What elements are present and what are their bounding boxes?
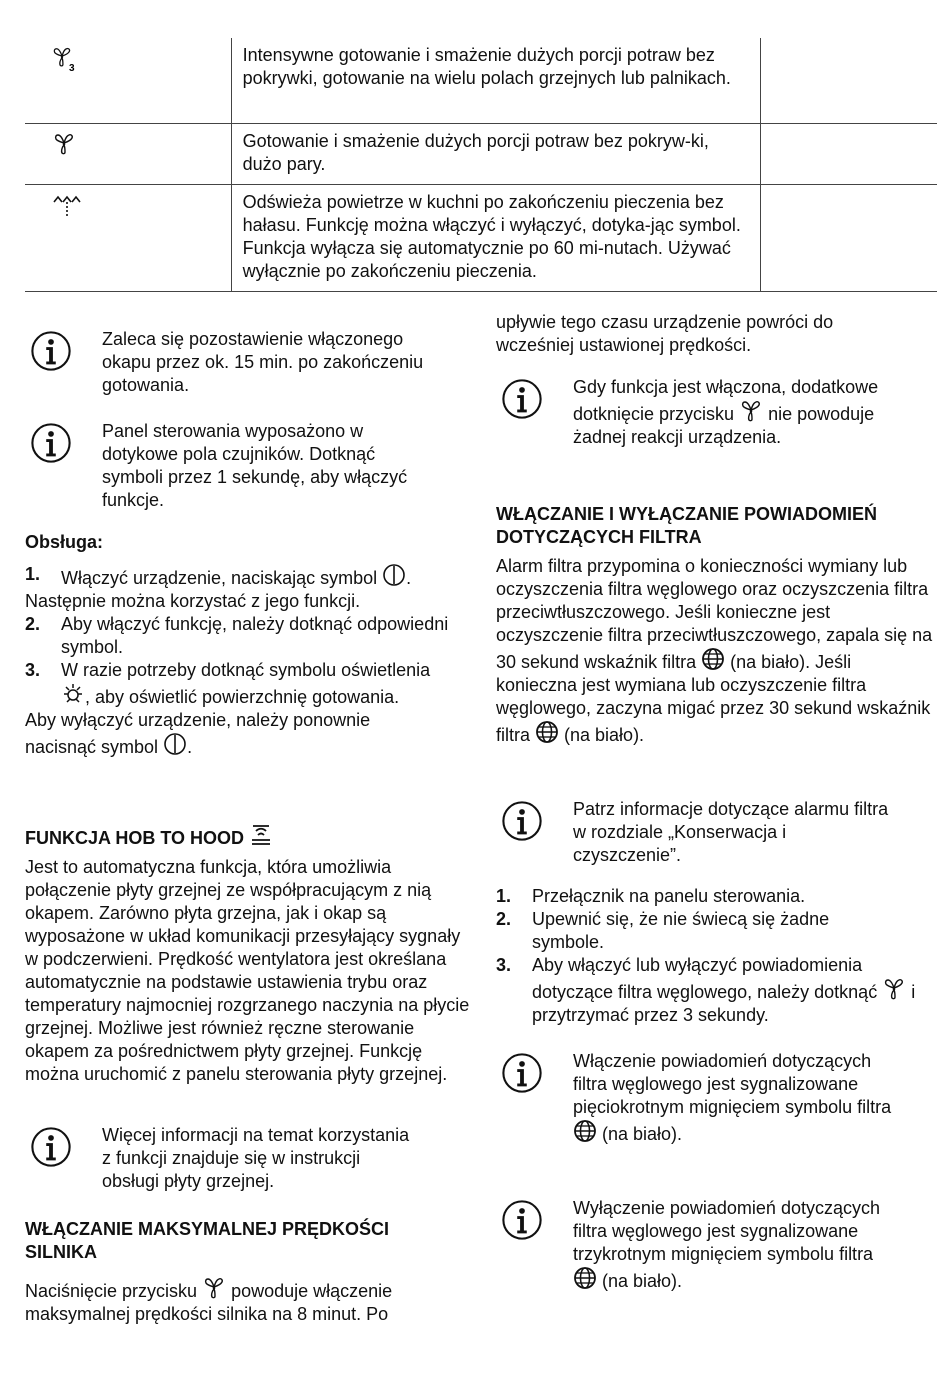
step-text: W razie potrzeby dotknąć symbolu oświetlenia bbox=[61, 660, 431, 680]
note-text: Więcej informacji na temat korzystania z funkcji znajduje się w instrukcji obsługi płyty grzejnej. bbox=[102, 1125, 410, 1191]
info-note bbox=[496, 376, 950, 449]
info-icon bbox=[501, 800, 543, 842]
note-text-part: Wyłączenie powiadomień dotyczących filtra węglowego jest sygnalizowane trzykrotnym mignięciem symbolu filtra bbox=[573, 1198, 880, 1264]
note-text: Panel sterowania wyposażono w dotykowe pola czujników. Dotknąć symboli przez 1 sekundę, aby włączyć funkcje. bbox=[102, 421, 408, 510]
heading-text: FUNKCJA HOB TO HOOD bbox=[25, 828, 250, 848]
note-text-part: nie powoduje żadnej reakcji urządzenia. bbox=[573, 404, 875, 447]
info-note bbox=[496, 1050, 950, 1146]
info-icon bbox=[501, 378, 543, 420]
step-continuation: Następnie można korzystać z jego funkcji. bbox=[25, 591, 361, 611]
section-heading: WŁĄCZANIE MAKSYMALNEJ PRĘDKOŚCI SILNIKA bbox=[25, 1219, 390, 1262]
step-text: Upewnić się, że nie świecą się żadne symbole. bbox=[532, 909, 830, 952]
paragraph-part: (na biało). Jeśli konieczna jest wymiana lub oczyszczenie filtra węglowego, zaczyna migać przez 30 sekund wskaźnik filtra bbox=[496, 652, 931, 745]
fan-boost-icon bbox=[882, 977, 906, 1001]
info-icon bbox=[30, 422, 72, 464]
step-number: 3. bbox=[496, 955, 512, 975]
fan-boost-icon bbox=[739, 399, 763, 423]
continuation-paragraph: upływie tego czasu urządzenie powróci do wcześniej ustawionej prędkości. bbox=[496, 312, 834, 355]
list-item bbox=[25, 563, 470, 590]
info-icon bbox=[30, 1126, 72, 1168]
note-text: Patrz informacje dotyczące alarmu filtra w rozdziale „Konserwacja i czyszczenie”. bbox=[573, 799, 889, 865]
fan-boost-icon bbox=[202, 1276, 226, 1300]
note-text-part: (na biało). bbox=[597, 1271, 683, 1291]
info-icon bbox=[501, 1052, 543, 1094]
filter-globe-icon bbox=[573, 1266, 597, 1290]
fan-modes-table bbox=[25, 38, 937, 292]
table-cell-text: Intensywne gotowanie i smażenie dużych porcji potraw bez pokrywki, gotowanie na wielu polach grzejnych lub palnikach. bbox=[231, 38, 760, 124]
info-note bbox=[25, 1124, 547, 1193]
off-text bbox=[25, 709, 425, 759]
step-text: . bbox=[406, 568, 412, 588]
section-heading: WŁĄCZANIE I WYŁĄCZANIE POWIADOMIEŃ DOTYCZĄCYCH FILTRA bbox=[496, 504, 877, 547]
power-icon bbox=[382, 563, 406, 587]
info-note bbox=[496, 798, 950, 867]
filter-globe-icon bbox=[573, 1119, 597, 1143]
info-icon bbox=[30, 330, 72, 372]
filter-globe-icon bbox=[701, 647, 725, 671]
light-icon bbox=[61, 682, 85, 706]
step-text: i przytrzymać przez 3 sekundy. bbox=[532, 982, 916, 1025]
table-row bbox=[25, 38, 937, 124]
list-item bbox=[496, 908, 892, 954]
info-icon bbox=[501, 1199, 543, 1241]
list-item bbox=[496, 885, 936, 908]
table-row bbox=[25, 124, 937, 185]
step-text: , aby oświetlić powierzchnię gotowania. bbox=[85, 687, 400, 707]
step-number: 1. bbox=[25, 564, 41, 584]
max-paragraph bbox=[25, 1276, 455, 1326]
note-text bbox=[573, 1197, 893, 1293]
section-heading: Obsługa: bbox=[25, 532, 104, 552]
fan-speed-3-icon bbox=[51, 56, 77, 76]
filter-globe-icon bbox=[535, 720, 559, 744]
note-text: Zaleca się pozostawienie włączonego okapu przez ok. 15 min. po zakończeniu gotowania. bbox=[102, 329, 424, 395]
step-text: Aby włączyć funkcję, należy dotknąć odpowiedni symbol. bbox=[61, 614, 449, 657]
list-item bbox=[496, 954, 936, 1027]
step-text: Włączyć urządzenie, naciskając symbol bbox=[61, 568, 383, 588]
info-note bbox=[25, 420, 547, 512]
step-text: Aby włączyć lub wyłączyć powiadomienia dotyczące filtra węglowego, należy dotknąć bbox=[532, 955, 883, 1002]
list-item bbox=[25, 659, 441, 709]
info-note bbox=[496, 1197, 950, 1293]
step-text: Przełącznik na panelu sterowania. bbox=[532, 886, 806, 906]
hob-to-hood-icon bbox=[249, 823, 273, 847]
info-note bbox=[25, 328, 547, 397]
hob-paragraph: Jest to automatyczna funkcja, która umożliwia połączenie płyty grzejnej ze współpracującym z nią okapem. Zarówno płyta grzejna, jak i okap są wyposażone w układ komunikacji przesyłający sygnały w podczerwieni. Prędkość wentylatora jest określana automatycznie na podstawie ustawienia trybu oraz temperatury najmocniej rozgrzanego naczynia na płycie grzejnej. Możliwe jest również ręczne sterowanie okapem za pośrednictwem płyty grzejnej. Funkcję można uruchomić z panelu sterowania płyty grzejnej. bbox=[25, 857, 470, 1084]
filter-paragraph bbox=[496, 555, 936, 747]
svg-text:3: 3 bbox=[69, 63, 75, 72]
paragraph-part: powoduje włączenie maksymalnej prędkości silnika na 8 minut. Po bbox=[25, 1281, 393, 1324]
off-text-part: . bbox=[187, 737, 193, 757]
breeze-icon bbox=[51, 203, 81, 223]
steps-list bbox=[25, 563, 470, 759]
step-number: 2. bbox=[496, 909, 512, 929]
fan-boost-icon bbox=[51, 140, 77, 160]
paragraph-part: Naciśnięcie przycisku bbox=[25, 1281, 203, 1301]
step-number: 1. bbox=[496, 886, 512, 906]
note-text-part: Włączenie powiadomień dotyczących filtra węglowego jest sygnalizowane pięciokrotnym mignięciem symbolu filtra bbox=[573, 1051, 892, 1117]
table-cell-text: Gotowanie i smażenie dużych porcji potraw bez pokryw-ki, dużo pary. bbox=[231, 124, 760, 185]
paragraph-part: Alarm filtra przypomina o konieczności wymiany lub oczyszczenia filtra węglowego oraz oczyszczenia filtra przeciwtłuszczowego. Jeśli konieczne jest oczyszczenie filtra przeciwtłuszczowego, zapala się na 30 sekund wskaźnik filtra bbox=[496, 556, 933, 672]
power-icon bbox=[163, 732, 187, 756]
filter-steps-list bbox=[496, 885, 936, 1027]
table-row bbox=[25, 185, 937, 292]
table-cell-text: Odświeża powietrze w kuchni po zakończeniu pieczenia bez hałasu. Funkcję można włączyć i wyłączyć, dotyka-jąc symbol. Funkcja wyłącza się automatycznie po 60 mi-nutach. Używać wyłącznie po zakończeniu pieczenia. bbox=[231, 185, 760, 292]
step-number: 3. bbox=[25, 660, 41, 680]
off-text-part: Aby wyłączyć urządzenie, należy ponownie nacisnąć symbol bbox=[25, 710, 371, 757]
paragraph-part: (na biało). bbox=[559, 725, 645, 745]
list-item bbox=[25, 613, 470, 659]
step-number: 2. bbox=[25, 614, 41, 634]
note-text-part: (na biało). bbox=[597, 1124, 683, 1144]
note-text bbox=[573, 1050, 893, 1146]
note-text bbox=[573, 376, 893, 449]
note-text-part: Gdy funkcja jest włączona, dodatkowe dotknięcie przycisku bbox=[573, 377, 879, 424]
section-heading-hob-to-hood bbox=[25, 823, 273, 850]
